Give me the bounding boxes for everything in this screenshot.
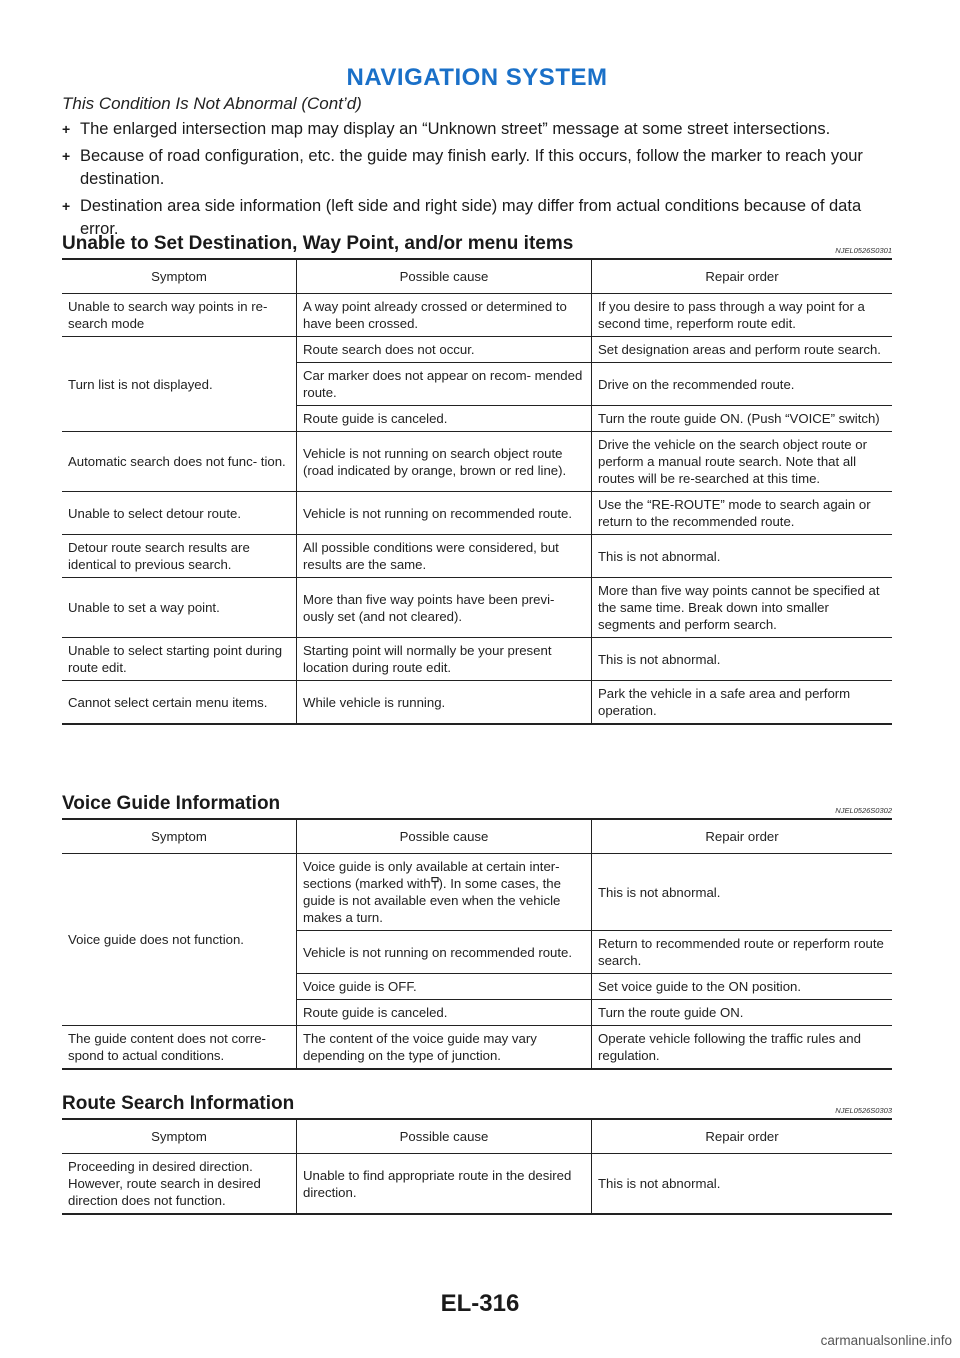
repair-cell: Set designation areas and perform route search. xyxy=(592,337,893,363)
cause-cell: Vehicle is not running on search object route (road indicated by orange, brown or red line). xyxy=(297,432,592,492)
section-header xyxy=(62,232,892,260)
col-repair-header: Repair order xyxy=(592,820,893,854)
symptom-cell: Voice guide does not function. xyxy=(62,854,297,1026)
bullet-mark: + xyxy=(62,121,71,137)
repair-cell: Return to recommended route or reperform route search. xyxy=(592,931,893,974)
section-code: NJEL0526S0302 xyxy=(835,806,892,815)
cause-cell: Starting point will normally be your present location during route edit. xyxy=(297,638,592,681)
table-row xyxy=(62,578,892,638)
table-row xyxy=(62,535,892,578)
page-header xyxy=(62,64,892,114)
cause-cell: More than five way points have been previ- ously set (and not cleared). xyxy=(297,578,592,638)
section-code: NJEL0526S0303 xyxy=(835,1106,892,1115)
table-row xyxy=(62,1026,892,1070)
symptom-cell: Unable to select starting point during route edit. xyxy=(62,638,297,681)
cause-cell: All possible conditions were considered, but results are the same. xyxy=(297,535,592,578)
symptom-cell: Unable to select detour route. xyxy=(62,492,297,535)
destination-table xyxy=(62,260,892,725)
cause-cell: A way point already crossed or determined to have been crossed. xyxy=(297,294,592,337)
symptom-cell: Unable to set a way point. xyxy=(62,578,297,638)
section-voice xyxy=(62,792,892,1070)
repair-cell: Turn the route guide ON. xyxy=(592,1000,893,1026)
repair-cell: More than five way points cannot be specified at the same time. Break down into smaller segments and perform search. xyxy=(592,578,893,638)
table-header-row xyxy=(62,820,892,854)
table-row xyxy=(62,492,892,535)
cause-cell xyxy=(297,854,592,931)
col-repair-header: Repair order xyxy=(592,260,893,294)
section-route xyxy=(62,1092,892,1215)
cause-text-b: ). In some cases, the guide is not available even when the vehicle makes a turn. xyxy=(303,876,561,925)
col-symptom-header: Symptom xyxy=(62,820,297,854)
symptom-cell: Detour route search results are identical to previous search. xyxy=(62,535,297,578)
repair-cell: Set voice guide to the ON position. xyxy=(592,974,893,1000)
bullet-text: The enlarged intersection map may display an “Unknown street” message at some street intersections. xyxy=(80,120,831,138)
repair-cell: If you desire to pass through a way point for a second time, reperform route edit. xyxy=(592,294,893,337)
repair-cell: This is not abnormal. xyxy=(592,535,893,578)
repair-cell: Turn the route guide ON. (Push “VOICE” switch) xyxy=(592,406,893,432)
cause-cell: Route guide is canceled. xyxy=(297,1000,592,1026)
bullet-text: Destination area side information (left side and right side) may differ from actual conditions because of data error. xyxy=(80,197,862,238)
cause-cell: Voice guide is OFF. xyxy=(297,974,592,1000)
section-title: Voice Guide Information xyxy=(62,793,281,814)
col-cause-header: Possible cause xyxy=(297,820,592,854)
watermark-link[interactable]: carmanualsonline.info xyxy=(820,1333,952,1348)
cause-cell: The content of the voice guide may vary depending on the type of junction. xyxy=(297,1026,592,1070)
symptom-cell: Unable to search way points in re-search mode xyxy=(62,294,297,337)
voice-table xyxy=(62,820,892,1070)
cause-cell: Vehicle is not running on recommended route. xyxy=(297,492,592,535)
table-header-row xyxy=(62,1120,892,1154)
bullet-text: Because of road configuration, etc. the guide may finish early. If this occurs, follow the marker to reach your destination. xyxy=(80,147,863,188)
col-cause-header: Possible cause xyxy=(297,260,592,294)
col-repair-header: Repair order xyxy=(592,1120,893,1154)
table-row xyxy=(62,432,892,492)
table-row xyxy=(62,337,892,363)
cause-cell: Route search does not occur. xyxy=(297,337,592,363)
repair-cell: This is not abnormal. xyxy=(592,854,893,931)
intersection-marker-icon xyxy=(431,877,439,889)
col-cause-header: Possible cause xyxy=(297,1120,592,1154)
table-row xyxy=(62,294,892,337)
cause-cell: Vehicle is not running on recommended route. xyxy=(297,931,592,974)
col-symptom-header: Symptom xyxy=(62,1120,297,1154)
route-table xyxy=(62,1120,892,1215)
cause-cell: Car marker does not appear on recom- mended route. xyxy=(297,363,592,406)
table-row xyxy=(62,854,892,931)
cause-text-a: Voice guide is only available at certain inter- sections (marked with xyxy=(303,859,560,891)
page-number: EL-316 xyxy=(440,1290,520,1317)
bullet-list xyxy=(62,118,896,245)
table-header-row xyxy=(62,260,892,294)
repair-cell: Drive the vehicle on the search object route or perform a manual route search. Note that all routes will be re-searched at this time. xyxy=(592,432,893,492)
table-row xyxy=(62,681,892,725)
page-subtitle: This Condition Is Not Abnormal (Cont’d) xyxy=(62,94,362,113)
symptom-cell: Turn list is not displayed. xyxy=(62,337,297,432)
repair-cell: Drive on the recommended route. xyxy=(592,363,893,406)
cause-cell: While vehicle is running. xyxy=(297,681,592,725)
cause-cell: Route guide is canceled. xyxy=(297,406,592,432)
repair-cell: Park the vehicle in a safe area and perform operation. xyxy=(592,681,893,725)
symptom-cell: Cannot select certain menu items. xyxy=(62,681,297,725)
repair-cell: Use the “RE-ROUTE” mode to search again or return to the recommended route. xyxy=(592,492,893,535)
section-title: Unable to Set Destination, Way Point, and/or menu items xyxy=(62,233,574,254)
section-destination xyxy=(62,232,892,725)
table-row xyxy=(62,1154,892,1215)
col-symptom-header: Symptom xyxy=(62,260,297,294)
section-code: NJEL0526S0301 xyxy=(835,246,892,255)
bullet-item xyxy=(62,118,896,141)
page-title: NAVIGATION SYSTEM xyxy=(346,64,608,91)
section-header xyxy=(62,792,892,820)
repair-cell: Operate vehicle following the traffic rules and regulation. xyxy=(592,1026,893,1070)
symptom-cell: Proceeding in desired direction. However, route search in desired direction does not function. xyxy=(62,1154,297,1215)
repair-cell: This is not abnormal. xyxy=(592,638,893,681)
bullet-mark: + xyxy=(62,198,71,214)
cause-cell: Unable to find appropriate route in the desired direction. xyxy=(297,1154,592,1215)
bullet-item xyxy=(62,145,896,191)
symptom-cell: Automatic search does not func- tion. xyxy=(62,432,297,492)
section-header xyxy=(62,1092,892,1120)
section-title: Route Search Information xyxy=(62,1093,295,1114)
table-row xyxy=(62,638,892,681)
symptom-cell: The guide content does not corre- spond to actual conditions. xyxy=(62,1026,297,1070)
repair-cell: This is not abnormal. xyxy=(592,1154,893,1215)
bullet-mark: + xyxy=(62,148,71,164)
